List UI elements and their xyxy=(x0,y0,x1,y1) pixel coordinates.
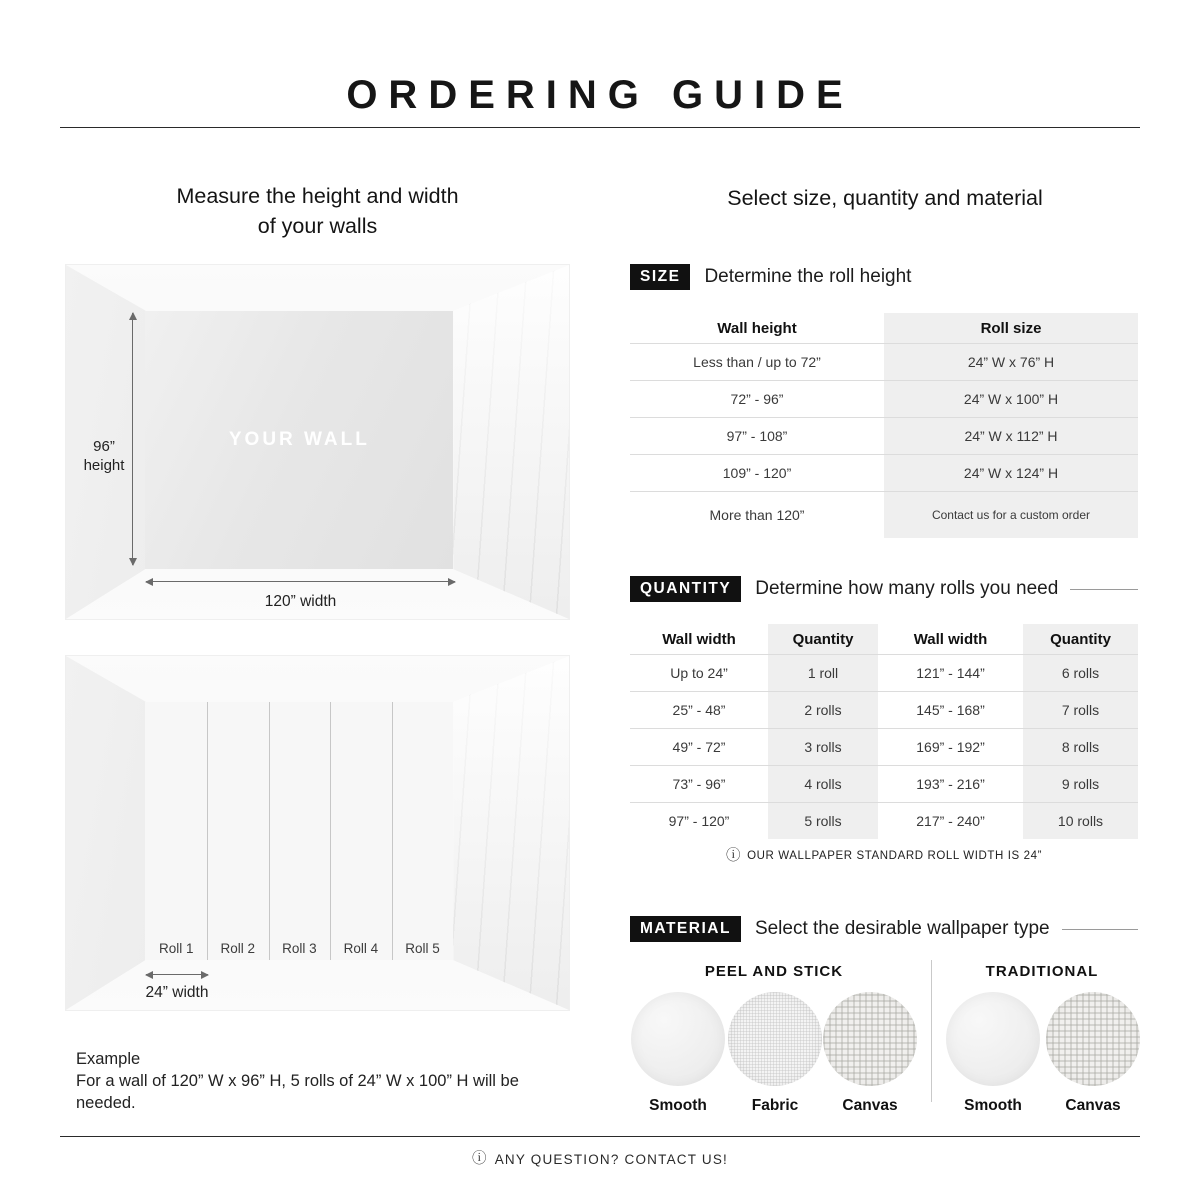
col-wall-width-1: Wall width xyxy=(662,630,736,648)
roll-label-2: Roll 2 xyxy=(220,941,256,957)
group-title-traditional: TRADITIONAL xyxy=(985,963,1099,980)
roll-labels-row xyxy=(145,941,453,956)
col-roll-size: Roll size xyxy=(884,313,1138,343)
wall-measure-illustration xyxy=(65,264,570,620)
footer-note xyxy=(0,1152,1200,1167)
example-note xyxy=(76,1048,546,1114)
wall-height-cell: 109” - 120” xyxy=(722,465,792,481)
wall-width-cell: 97” - 120” xyxy=(668,813,730,829)
roll-label-5: Roll 5 xyxy=(405,941,440,957)
quantity-cell: 6 rolls xyxy=(1023,655,1138,691)
wall-with-rolls xyxy=(145,702,453,960)
quantity-table-row xyxy=(630,803,1138,839)
left-section-heading xyxy=(65,181,570,241)
bottom-divider xyxy=(60,1136,1140,1137)
roll-width-dimension-line xyxy=(146,974,208,975)
size-subtitle: Determine the roll height xyxy=(704,266,912,287)
wall-width-cell: 73” - 96” xyxy=(672,776,726,792)
swatch-peel-smooth xyxy=(631,992,725,1086)
roll-width-label: 24” width xyxy=(145,984,209,1001)
wall-width-cell: 169” - 192” xyxy=(916,739,985,755)
width-dimension-line xyxy=(146,581,455,582)
swatch-peel-fabric xyxy=(728,992,822,1086)
swatch-label: Smooth xyxy=(964,1097,1022,1114)
size-table-row xyxy=(630,381,1138,418)
size-table-row xyxy=(630,492,1138,538)
swatch-label: Canvas xyxy=(842,1097,898,1114)
swatch-label: Canvas xyxy=(1065,1097,1121,1114)
quantity-table-row xyxy=(630,655,1138,692)
wall-height-cell: Less than / up to 72” xyxy=(693,354,821,370)
example-text: For a wall of 120” W x 96” H, 5 rolls of 24” W x 100” H will be needed. xyxy=(76,1072,519,1112)
page-title: ORDERING GUIDE xyxy=(346,72,854,117)
quantity-cell: 5 rolls xyxy=(768,803,878,839)
roll-panel-separator xyxy=(207,702,208,960)
top-divider xyxy=(60,127,1140,128)
quantity-table xyxy=(630,624,1138,839)
right-section-heading: Select size, quantity and material xyxy=(727,186,1043,210)
col-quantity-1: Quantity xyxy=(768,624,878,654)
roll-width-note xyxy=(630,849,1138,864)
size-badge: SIZE xyxy=(630,264,690,290)
col-wall-height: Wall height xyxy=(717,319,797,337)
size-table-row xyxy=(630,455,1138,492)
height-word: height xyxy=(83,457,125,474)
wall-width-cell: 25” - 48” xyxy=(672,702,726,718)
width-label: 120” width xyxy=(264,593,337,610)
roll-panel-separator xyxy=(269,702,270,960)
footer-text: ANY QUESTION? CONTACT US! xyxy=(494,1152,728,1167)
col-wall-width-2: Wall width xyxy=(913,630,988,648)
size-table xyxy=(630,313,1138,538)
left-heading-line2: of your walls xyxy=(257,214,378,238)
size-table-row xyxy=(630,418,1138,455)
swatch-traditional-smooth xyxy=(946,992,1040,1086)
roll-size-cell: 24” W x 112” H xyxy=(884,418,1138,454)
wall-width-cell: 49” - 72” xyxy=(672,739,726,755)
col-quantity-2: Quantity xyxy=(1023,624,1138,654)
material-badge: MATERIAL xyxy=(630,916,741,942)
height-label xyxy=(72,437,136,475)
size-table-header xyxy=(630,313,1138,344)
quantity-cell: 8 rolls xyxy=(1023,729,1138,765)
quantity-cell: 1 roll xyxy=(768,655,878,691)
size-section-header xyxy=(630,264,1138,290)
wall-width-cell: 193” - 216” xyxy=(916,776,985,792)
roll-size-cell: 24” W x 100” H xyxy=(884,381,1138,417)
quantity-badge: QUANTITY xyxy=(630,576,741,602)
quantity-cell: 7 rolls xyxy=(1023,692,1138,728)
material-header-rule xyxy=(1062,929,1138,930)
quantity-table-row xyxy=(630,692,1138,729)
wall-height-cell: 72” - 96” xyxy=(730,391,784,407)
quantity-table-row xyxy=(630,766,1138,803)
swatch-peel-canvas xyxy=(823,992,917,1086)
quantity-cell: 10 rolls xyxy=(1023,803,1138,839)
swatch-label: Fabric xyxy=(751,1097,799,1114)
your-wall xyxy=(145,311,453,569)
wall-width-cell: 121” - 144” xyxy=(916,665,985,681)
group-title-peel-and-stick: PEEL AND STICK xyxy=(704,963,844,980)
info-icon: ⓘ xyxy=(725,848,742,864)
material-section-header xyxy=(630,916,1138,942)
quantity-cell: 4 rolls xyxy=(768,766,878,802)
wall-width-cell: Up to 24” xyxy=(670,665,728,681)
roll-layout-illustration xyxy=(65,655,570,1011)
wall-height-cell: 97” - 108” xyxy=(726,428,788,444)
quantity-cell: 3 rolls xyxy=(768,729,878,765)
size-table-row xyxy=(630,344,1138,381)
roll-label-3: Roll 3 xyxy=(282,941,317,957)
quantity-cell: 9 rolls xyxy=(1023,766,1138,802)
swatch-traditional-canvas xyxy=(1046,992,1140,1086)
material-subtitle: Select the desirable wallpaper type xyxy=(754,918,1050,939)
example-title: Example xyxy=(76,1050,141,1068)
quantity-table-row xyxy=(630,729,1138,766)
roll-panel-separator xyxy=(330,702,331,960)
wall-width-cell: 145” - 168” xyxy=(916,702,985,718)
roll-size-cell: 24” W x 124” H xyxy=(884,455,1138,491)
wall-height-cell: More than 120” xyxy=(709,507,805,523)
roll-size-cell: 24” W x 76” H xyxy=(884,344,1138,380)
left-heading-line1: Measure the height and width xyxy=(176,184,459,208)
quantity-subtitle: Determine how many rolls you need xyxy=(755,578,1059,599)
roll-panel-separator xyxy=(392,702,393,960)
your-wall-label: YOUR WALL xyxy=(228,428,370,450)
roll-width-note-text: OUR WALLPAPER STANDARD ROLL WIDTH IS 24” xyxy=(747,850,1043,863)
swatch-label: Smooth xyxy=(649,1097,707,1114)
quantity-header-rule xyxy=(1070,589,1138,590)
quantity-table-header xyxy=(630,624,1138,655)
roll-label-1: Roll 1 xyxy=(158,941,194,957)
quantity-section-header xyxy=(630,576,1138,602)
material-group-divider xyxy=(931,960,932,1102)
roll-label-4: Roll 4 xyxy=(343,941,379,957)
height-value: 96” xyxy=(93,438,115,455)
wall-width-cell: 217” - 240” xyxy=(916,813,985,829)
info-icon: ⓘ xyxy=(472,1151,488,1168)
quantity-cell: 2 rolls xyxy=(768,692,878,728)
roll-size-cell: Contact us for a custom order xyxy=(884,492,1138,538)
